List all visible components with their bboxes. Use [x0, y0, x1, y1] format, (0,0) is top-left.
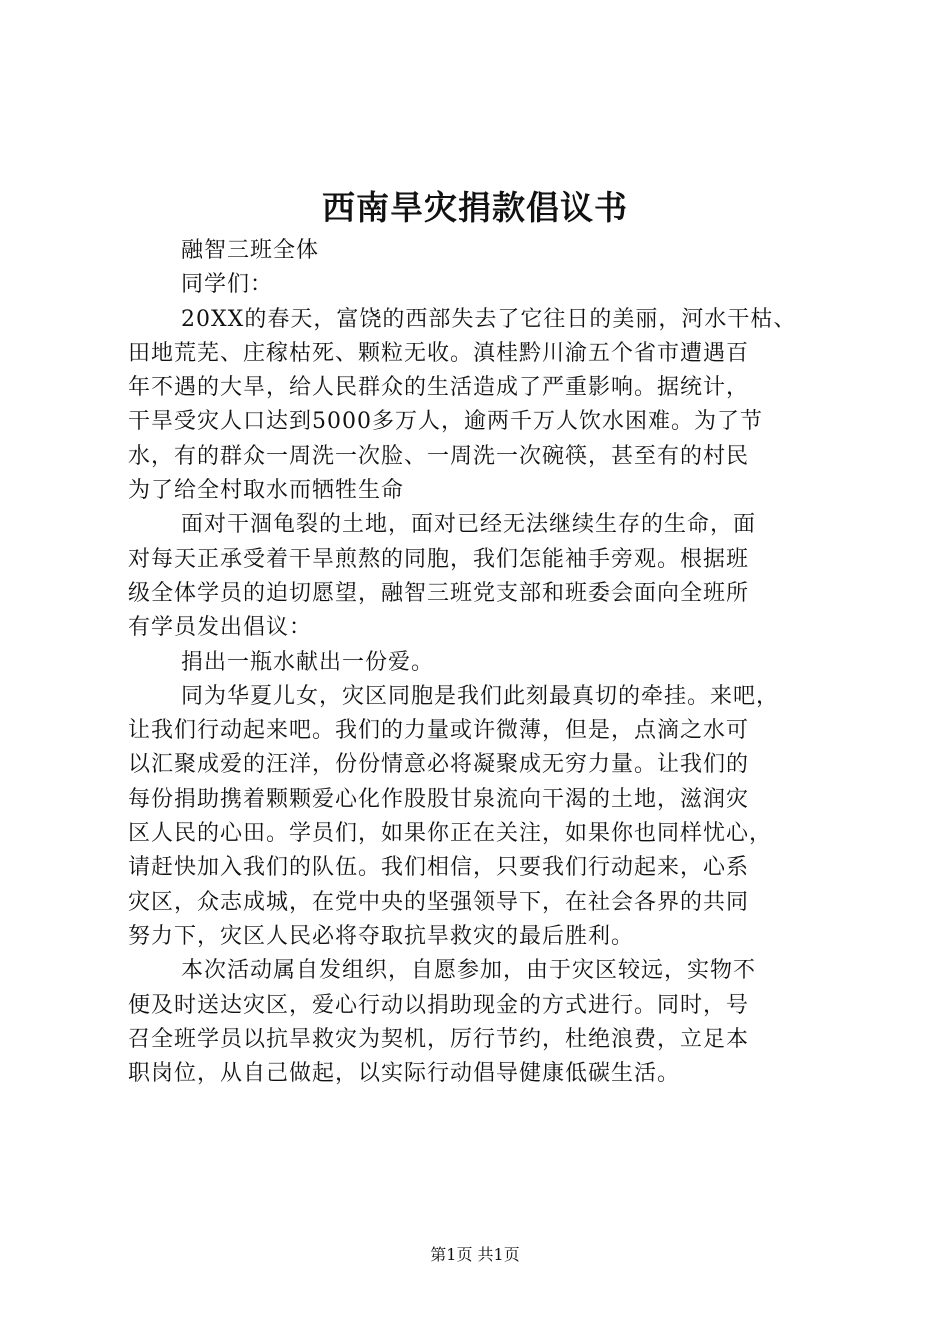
body-line: 本次活动属自发组织，自愿参加，由于灾区较远，实物不: [181, 958, 757, 984]
body-line: 召全班学员以抗旱救灾为契机，厉行节约，杜绝浪费，立足本: [128, 1026, 750, 1052]
body-line: 同学们：: [181, 272, 274, 298]
document-body: [128, 234, 840, 1091]
body-line: 为了给全村取水而牺牲生命: [128, 478, 405, 504]
body-line: 面对干涸龟裂的土地，面对已经无法继续生存的生命，面: [181, 512, 757, 538]
body-line: 有学员发出倡议：: [128, 615, 313, 641]
body-line: 融智三班全体: [181, 238, 320, 263]
body-line: 对每天正承受着干旱煎熬的同胞，我们怎能袖手旁观。根据班: [128, 546, 750, 572]
body-line: 区人民的心田。学员们，如果你正在关注，如果你也同样忧心，: [128, 821, 773, 847]
body-line: 年不遇的大旱，给人民群众的生活造成了严重影响。据统计，: [128, 375, 750, 401]
body-line: 灾区，众志成城，在党中央的坚强领导下，在社会各界的共同: [128, 889, 750, 915]
body-line: 20XX的春天，富饶的西部失去了它往日的美丽，河水干枯、: [181, 306, 797, 332]
body-line: 干旱受灾人口达到5000多万人，逾两千万人饮水困难。为了节: [128, 409, 763, 435]
body-line: 级全体学员的迫切愿望，融智三班党支部和班委会面向全班所: [128, 580, 750, 606]
body-line: 田地荒芜、庄稼枯死、颗粒无收。滇桂黔川渝五个省市遭遇百: [128, 340, 750, 366]
body-line: 水，有的群众一周洗一次脸、一周洗一次碗筷，甚至有的村民: [128, 443, 750, 469]
body-line: 便及时送达灾区，爱心行动以捐助现金的方式进行。同时，号: [128, 992, 750, 1018]
body-line: 努力下，灾区人民必将夺取抗旱救灾的最后胜利。: [128, 923, 635, 949]
body-line: 捐出一瓶水献出一份爱。: [181, 649, 435, 675]
body-line: 请赶快加入我们的队伍。我们相信，只要我们行动起来，心系: [128, 855, 750, 881]
document-title: 西南旱灾捐款倡议书: [322, 188, 628, 227]
body-line: 以汇聚成爱的汪洋，份份情意必将凝聚成无穷力量。让我们的: [128, 752, 750, 778]
body-line: 职岗位，从自己做起，以实际行动倡导健康低碳生活。: [128, 1061, 681, 1087]
body-line: 让我们行动起来吧。我们的力量或许微薄，但是，点滴之水可: [128, 718, 750, 744]
body-line: 每份捐助携着颗颗爱心化作股股甘泉流向干渴的土地，滋润灾: [128, 786, 750, 812]
body-line: 同为华夏儿女，灾区同胞是我们此刻最真切的牵挂。来吧，: [181, 683, 780, 709]
page-footer: 第1页 共1页: [430, 1245, 520, 1264]
